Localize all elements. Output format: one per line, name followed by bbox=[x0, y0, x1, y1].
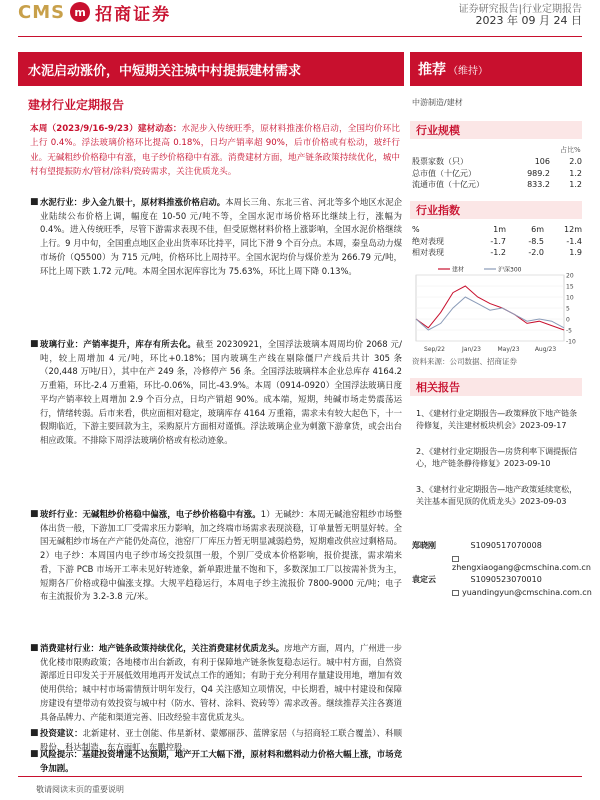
summary-paragraph bbox=[30, 122, 400, 180]
scale-pct: 1.2 bbox=[569, 168, 582, 178]
analyst-code: S1090523070010 bbox=[470, 575, 542, 584]
analyst-email[interactable]: yuandingyun@cmschina.com.cn bbox=[462, 588, 592, 597]
index-label: 相对表现 bbox=[412, 248, 444, 258]
report-title: 水泥启动涨价，中短期关注城中村提振建材需求 bbox=[18, 52, 404, 86]
chart-svg bbox=[412, 263, 582, 353]
bullet-consumer-building bbox=[30, 642, 402, 724]
bullet-heading: 水泥行业：步入金九银十，原材料推涨价格启动。 bbox=[40, 197, 226, 207]
chart-x-tick-label: Sep/22 bbox=[424, 346, 445, 353]
industry-index-table bbox=[412, 224, 582, 259]
table-row bbox=[412, 236, 582, 248]
index-value: -2.0 bbox=[528, 248, 544, 258]
email-icon bbox=[452, 590, 459, 596]
chart-series-line bbox=[416, 297, 564, 330]
chart-y-tick-label: -5 bbox=[566, 327, 572, 335]
bullet-dot-icon: ■ bbox=[30, 749, 39, 759]
bullet-dot-icon: ■ bbox=[30, 197, 39, 207]
index-col-header: 6m bbox=[531, 225, 544, 235]
analyst-name: 袁定云 bbox=[412, 575, 436, 584]
summary-body: 水泥步入传统旺季，原材料推涨价格启动，全国均价环比上行 0.4%。浮法玻璃价格环比提高 0.18%，日均产销率超 90%，后市价格或有松动，玻纤行业。无碱粗纱价格稳中有涨，电子纱价格稳中有涨。消费建材方面，地产链条政策持续优化，城中村有望提振防水/管材/涂料/瓷砖需求，关注优质龙头。 bbox=[30, 124, 400, 178]
bullet-dot-icon: ■ bbox=[30, 643, 39, 653]
bullet-text: 北新建材、亚士创能、伟星新材、蒙娜丽莎、蓝牌家居（与招商轻工联合覆盖）、科顺股份、科达制造、东方雨虹、东鹏控股。 bbox=[40, 728, 403, 752]
summary-lead: 本周（2023/9/16-9/23）建材动态： bbox=[30, 124, 182, 134]
index-performance-chart bbox=[412, 263, 582, 353]
cms-logo bbox=[18, 0, 171, 24]
bullet-heading: 消费建材行业：地产链条政策持续优化，关注消费建材优质龙头。 bbox=[40, 643, 285, 653]
chart-x-tick-label: Jan/23 bbox=[462, 346, 481, 353]
industry-scale-heading: 行业规模 bbox=[410, 121, 582, 139]
logo-cn: 招商证券 bbox=[95, 4, 172, 25]
chart-y-tick-label: 10 bbox=[566, 294, 574, 302]
chart-legend-label: 建材 bbox=[452, 266, 465, 274]
bullet-fiberglass bbox=[30, 508, 402, 604]
bullet-heading: 投资建议： bbox=[40, 728, 83, 738]
logo-en: CMS bbox=[18, 1, 66, 23]
index-value: -8.5 bbox=[528, 236, 544, 246]
bullet-text: 截至 20230921，全国浮法玻璃本周周均价 2068 元/吨，较上周增加 4 元/吨，环比+0.18%；国内玻璃生产线在剔除僵尸产线后共计 305 条（20,448 万吨/日），其中在产 249 条，冷修停产 56 条。全国浮法玻璃样本企业总库存 4164.2 万重箱，环比-2.4 万重箱，环比-0.06%，同比-43.9%。本周（0914-0920）全国浮法玻璃日度平均产销率较上周增加 2.9 个百分点，日均产销超 90%。成本端，短期，纯碱市场走势震荡运行，情绪转弱。后市来看，供应面相对稳定，玻璃库存 4164 万重箱，需求未有较大起色下，十一假期临近，下游主要回款为主，采购原片方面相对谨慎。浮法玻璃企业为刺激下游拿货，或会出台相应政策。不排除下周浮法玻璃价格或有松动迹象。 bbox=[40, 339, 403, 445]
chart-y-tick-label: 15 bbox=[566, 283, 574, 291]
bullet-heading: 玻璃行业：产销率提升，库存有所去化。 bbox=[40, 339, 197, 349]
bullet-dot-icon: ■ bbox=[30, 509, 39, 519]
report-type: 证券研究报告|行业定期报告 bbox=[458, 4, 582, 15]
industry-path: 中游制造/建材 bbox=[412, 98, 463, 107]
chart-source: 资料来源：公司数据、招商证券 bbox=[412, 357, 517, 366]
scale-label: 股票家数（只） bbox=[412, 157, 468, 167]
header-divider bbox=[18, 36, 582, 37]
email-icon bbox=[452, 556, 459, 562]
scale-value: 833.2 bbox=[527, 180, 550, 190]
scale-value: 106 bbox=[534, 157, 550, 167]
chart-y-tick-label: 20 bbox=[566, 272, 574, 280]
bullet-dot-icon: ■ bbox=[30, 339, 39, 349]
table-row bbox=[412, 156, 582, 168]
bullet-cement bbox=[30, 196, 402, 278]
rating-sub: （维持） bbox=[448, 65, 488, 77]
footer-note: 敬请阅读末页的重要说明 bbox=[36, 785, 124, 794]
analyst-email-row bbox=[452, 588, 592, 597]
bullet-text: 本周长三角、东北三省、河北等多个地区水泥企业陆续公布价格上调，幅度在 10-50 元/吨不等，全国水泥市场价格环比继续上行，涨幅为 0.4%。进入传统旺季，尽管下游需求表现不佳，但受原燃材料价格上涨影响，全国水泥价格继续上行。9 月中旬，全国重点地区企业出货率环比持平，同比下滑 9 个百分点。本周，秦皇岛动力煤市场价（Q5500）为 715 元/吨，价格环比上周持平。全国水泥均价与煤价差为 266.79 元/吨，环比上周下跌 1.72 元/吨。本周全国水泥库容比为 75.63%，环比上周下降 0.13%。 bbox=[40, 197, 403, 276]
scale-label: 流通市值（十亿元） bbox=[412, 180, 484, 190]
rating-main: 推荐 bbox=[418, 62, 446, 78]
analyst-email-row bbox=[452, 554, 600, 572]
logo-badge-icon: m bbox=[70, 2, 90, 22]
chart-x-tick-label: May/23 bbox=[497, 346, 520, 353]
index-value: 1.9 bbox=[569, 248, 582, 258]
table-row bbox=[412, 179, 582, 191]
chart-y-tick-label: 0 bbox=[566, 316, 570, 324]
scale-pct: 2.0 bbox=[569, 157, 582, 167]
scale-unit: 占比% bbox=[560, 146, 581, 154]
bullet-heading: 玻纤行业：无碱粗纱价格稳中偏涨，电子纱价格稳中有涨。 bbox=[40, 509, 261, 519]
industry-index-heading: 行业指数 bbox=[410, 201, 582, 219]
index-label: 绝对表现 bbox=[412, 236, 444, 246]
analyst-code: S1090517070008 bbox=[470, 541, 542, 550]
related-report-item[interactable]: 3、《建材行业定期报告—地产政策延续宽松，关注基本面见顶的优质龙头》2023-09-03 bbox=[416, 485, 578, 506]
index-col-header: 1m bbox=[493, 225, 506, 235]
bullet-risk bbox=[30, 748, 402, 775]
footer-divider bbox=[18, 776, 582, 777]
rating-badge bbox=[410, 52, 582, 86]
bullet-dot-icon: ■ bbox=[30, 728, 39, 738]
analyst-email[interactable]: zhengxiaogang@cmschina.com.cn bbox=[452, 563, 591, 572]
table-row bbox=[412, 247, 582, 259]
chart-y-tick-label: -10 bbox=[566, 338, 576, 346]
index-value: -1.4 bbox=[566, 236, 582, 246]
report-subtitle: 建材行业定期报告 bbox=[28, 98, 125, 112]
table-header-row bbox=[412, 224, 582, 236]
index-col-header: % bbox=[412, 225, 420, 235]
report-date: 2023 年 09 月 24 日 bbox=[475, 14, 582, 27]
index-col-header: 12m bbox=[564, 225, 582, 235]
scale-label: 总市值（十亿元） bbox=[412, 168, 476, 178]
scale-pct: 1.2 bbox=[569, 180, 582, 190]
chart-legend-label: 沪深300 bbox=[498, 266, 522, 274]
bullet-glass bbox=[30, 338, 402, 448]
index-value: -1.2 bbox=[490, 248, 506, 258]
analyst-1 bbox=[412, 540, 542, 551]
bullet-text: 1）无碱纱：本周无碱池窑粗纱市场整体出货一般，下游加工厂受需求压力影响，加之终端市场需求表现淡稳，订单量暂无明显好转。全国无碱粗纱市场在产产能仍处高位，池窑厂厂库压力暂无明显减弱趋势，短期难改供应过剩格局。2）电子纱：本周国内电子纱市场交投氛围一般，个别厂受成本价格影响，报价提涨，需求端来看，下游 PCB 市场开工率未见好转迹象，新单跟进量不饱和下，多数深加工厂以按需补货为主，短期各厂价格或稳中偏涨支撑。大规平趋稳运行，本周电子纱主流报价 7800-9000 元/吨；电子布主流报价为 3.2-3.8 元/米。 bbox=[40, 509, 402, 602]
bullet-text: 房地产方面，周内，广州进一步优化楼市限购政策；各地楼市出台新政，有利于保障地产链条恢复稳态运行。城中村方面，自然资源部近日印发关于开展低效用地再开发试点工作的通知；有助于充分利用存量建设用地，增加有效使用供给；城中村市场需情预计明年发行，Q4 关注感知立项情况，中长期看，城中村建设和保障房建设有望带动有效投资与城中村（防水、管材、涂料、瓷砖等）需求改善。继续推荐关注各赛道具备品牌力、产能和渠道完善、旧改经验丰富优质龙头。 bbox=[40, 643, 403, 722]
related-reports-heading: 相关报告 bbox=[410, 378, 582, 396]
chart-x-tick-label: Aug/23 bbox=[534, 346, 557, 353]
industry-scale-table bbox=[412, 156, 582, 191]
scale-value: 989.2 bbox=[527, 168, 550, 178]
table-row bbox=[412, 168, 582, 180]
analyst-2 bbox=[412, 574, 542, 585]
related-report-item[interactable]: 2、《建材行业定期报告—房贷利率下调提振信心，地产链条静待修复》2023-09-10 bbox=[416, 447, 578, 468]
report-header bbox=[0, 0, 600, 38]
chart-y-tick-label: 5 bbox=[566, 305, 570, 313]
index-value: -1.7 bbox=[490, 236, 506, 246]
analyst-name: 郑晓刚 bbox=[412, 541, 436, 550]
related-report-item[interactable]: 1、《建材行业定期报告—政策释放下地产链条待修复，关注建材板块机会》2023-09-17 bbox=[416, 409, 578, 430]
bullet-heading: 风险提示：基建投资增速不达预期，地产开工大幅下滑，原材料和燃料动力价格大幅上涨，市场竞争加剧。 bbox=[40, 749, 402, 773]
